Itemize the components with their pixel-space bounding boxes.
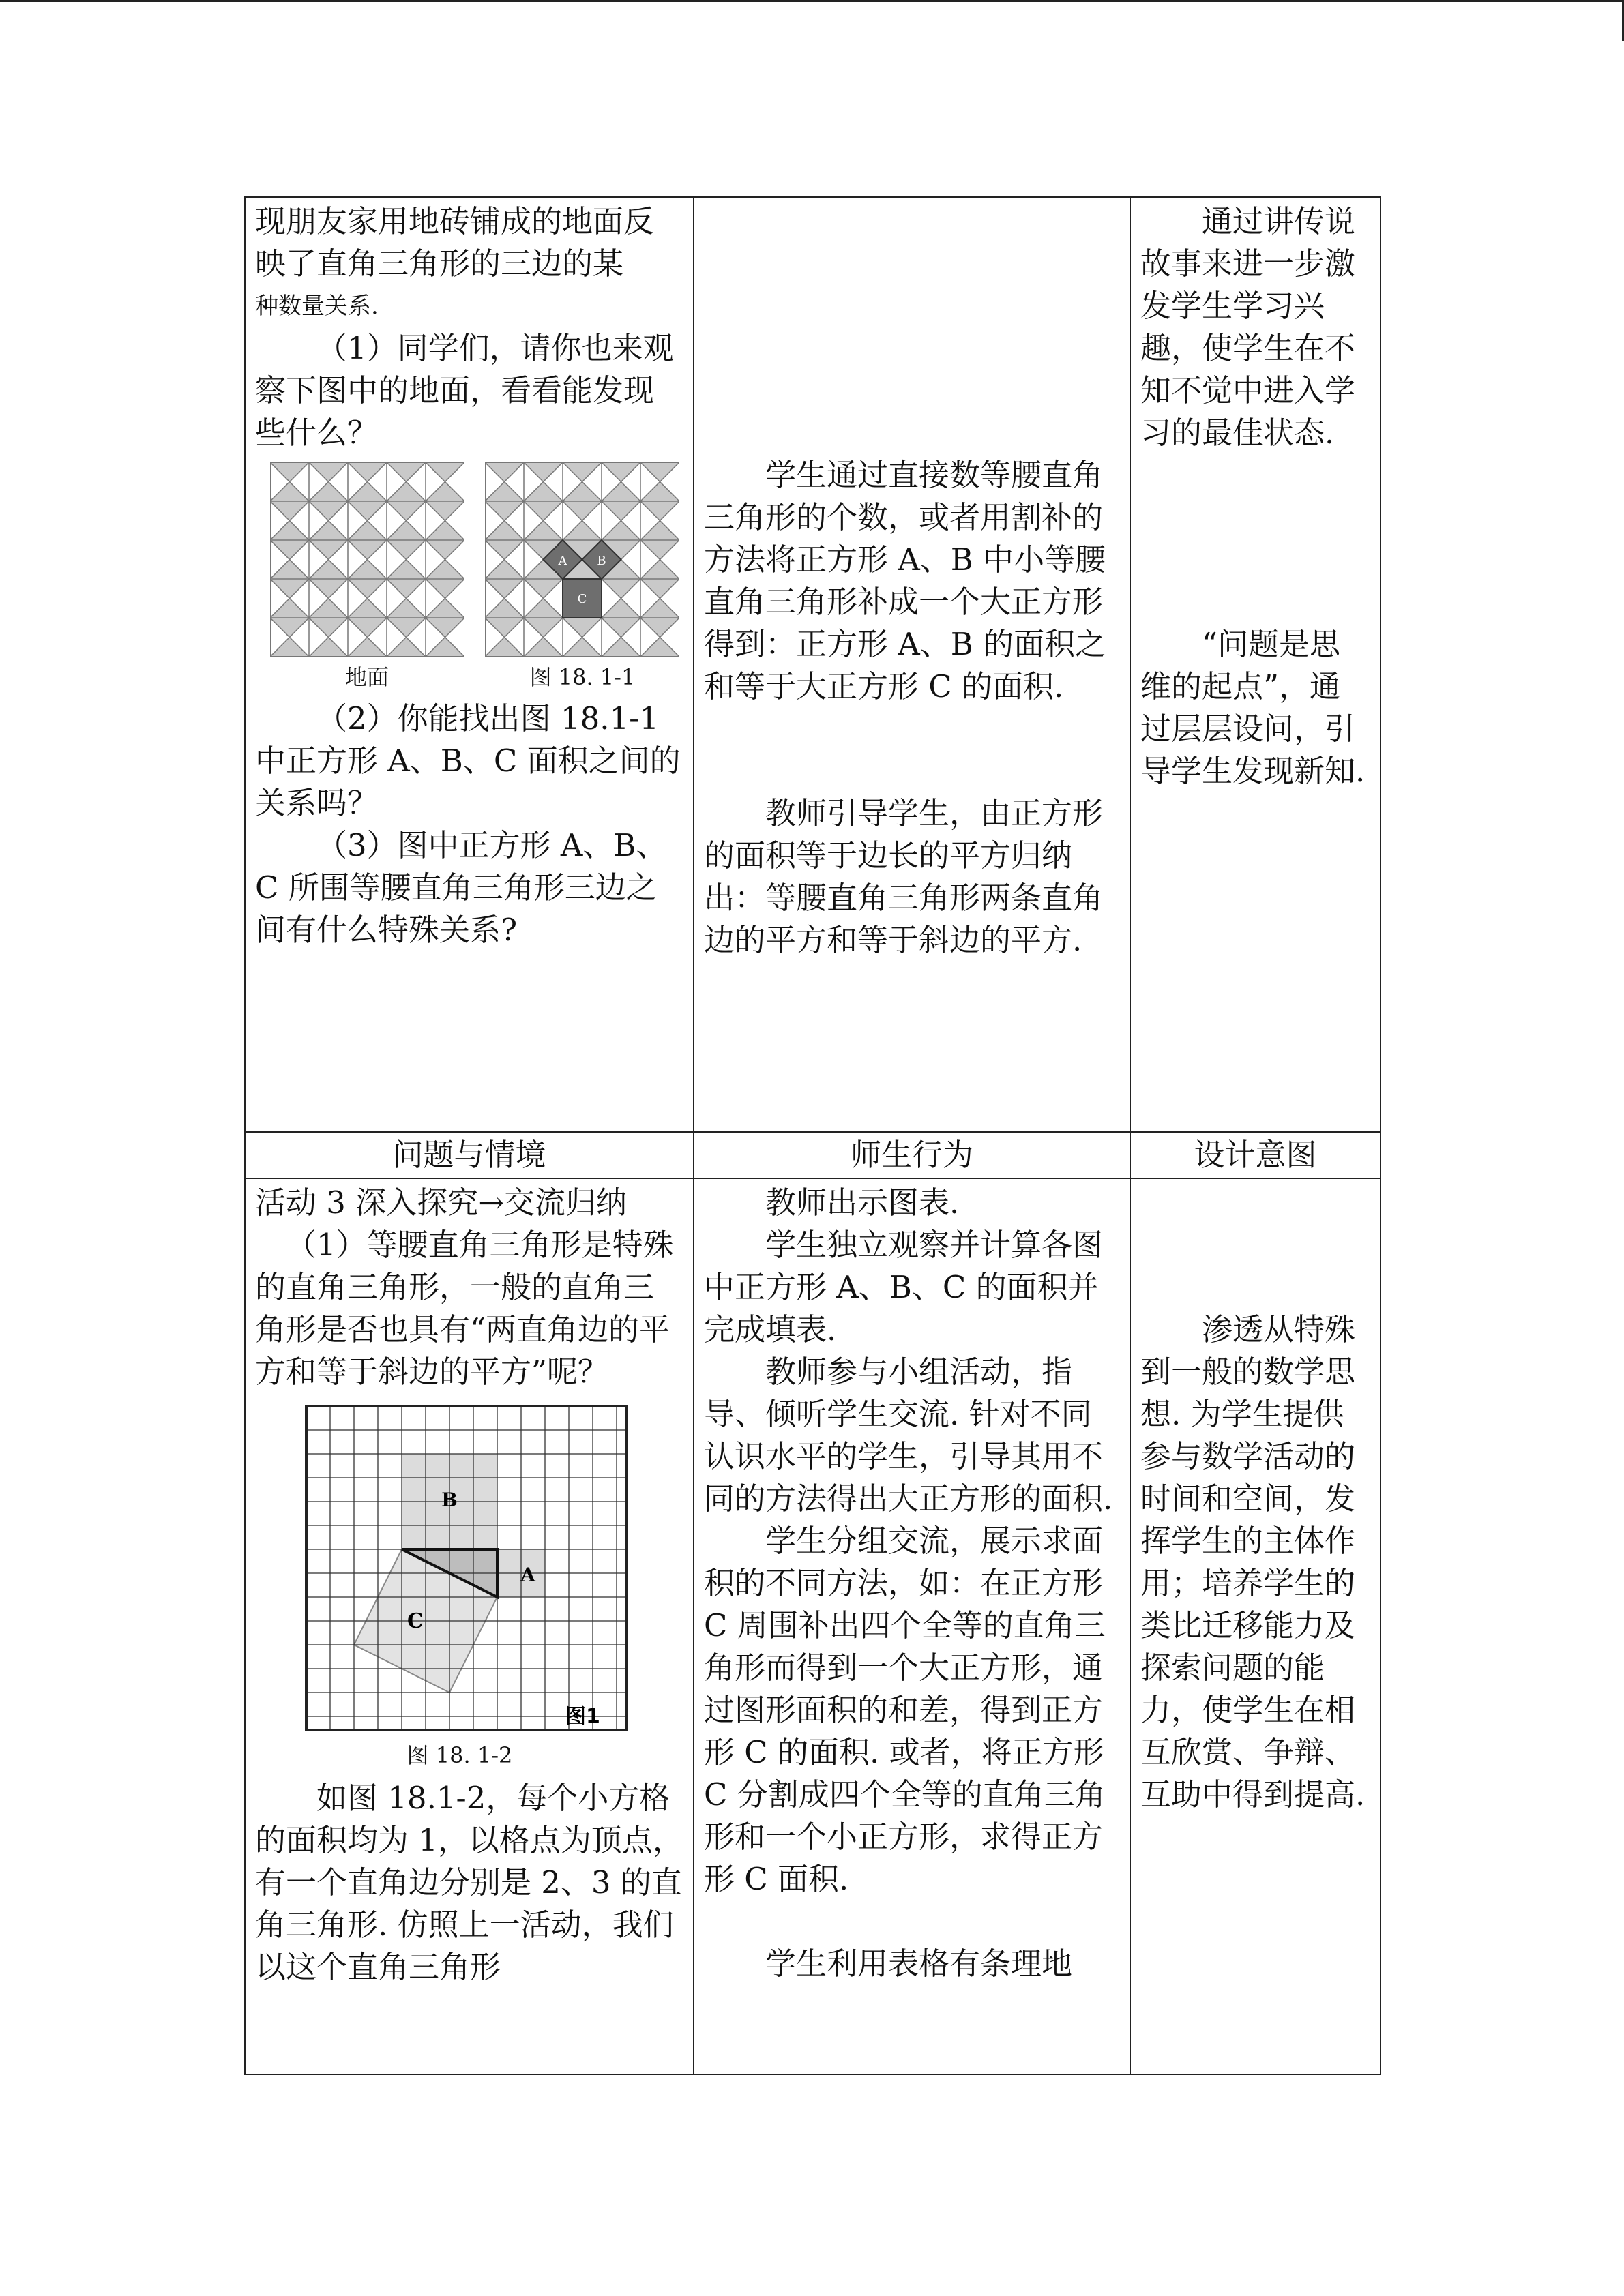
activity-teacher-text-2: 学生独立观察并计算各图中正方形 A、B、C 的面积并完成填表. bbox=[704, 1227, 1104, 1347]
intent-text-1: 通过讲传说故事来进一步激发学生学习兴趣，使学生在不知不觉中进入学习的最佳状态. bbox=[1140, 203, 1356, 451]
table-header-row bbox=[245, 1132, 1381, 1178]
header-teacher-student: 师生行为 bbox=[694, 1132, 1130, 1178]
grid-square-a-label: A bbox=[520, 1564, 535, 1586]
figure-18-1-1 bbox=[485, 462, 679, 657]
teacher-text-1: 学生通过直接数等腰直角三角形的个数，或者用割补的方法将正方形 A、B 中小等腰直角三角形补成一个大正方形得到：正方形 A、B 的面积之和等于大正方形 C 的面积. bbox=[704, 457, 1106, 704]
figure-18-1-1-pair bbox=[255, 454, 685, 657]
grid-figure-tag: 图1 bbox=[565, 1705, 600, 1729]
activity-teacher-text-4: 学生分组交流，展示求面积的不同方法，如：在正方形 C 周围补出四个全等的直角三角形而得到一个大正方形，通过图形面积的和差，得到正方形 C 的面积. 或者，将正方形 C 分割成四个全等的直角三角形和一个小正方形，求得正方形 C 面积. bbox=[704, 1523, 1106, 1897]
square-b-label: B bbox=[597, 554, 606, 568]
figure-18-1-2-grid bbox=[303, 1403, 630, 1733]
square-c-label: C bbox=[577, 592, 587, 606]
intro-text: 现朋友家用地砖铺成的地面反映了直角三角形的三边的某 bbox=[255, 203, 655, 282]
question-3: （3）图中正方形 A、B、C 所围等腰直角三角形三边之间有什么特殊关系? bbox=[255, 827, 667, 948]
table-row-continued bbox=[245, 197, 1381, 1132]
grid-square-b-label: B bbox=[441, 1489, 458, 1511]
grid-square-c-label: C bbox=[407, 1609, 424, 1633]
activity-question-1: （1）等腰直角三角形是特殊的直角三角形，一般的直角三角形是否也具有“两直角边的平方和等于斜边的平方”呢？ bbox=[255, 1227, 674, 1390]
intent-text-2: “问题是思维的起点”，通过层层设问，引导学生发现新知. bbox=[1140, 626, 1365, 789]
cell-problem-situation bbox=[245, 197, 694, 1132]
question-1: （1）同学们，请你也来观察下图中的地面，看看能发现些什么？ bbox=[255, 330, 674, 451]
cell-teacher-student bbox=[694, 197, 1130, 1132]
cell-activity-3-teacher-student bbox=[694, 1178, 1130, 2074]
figure-captions bbox=[255, 657, 679, 698]
activity-teacher-text-5: 学生利用表格有条理地 bbox=[765, 1945, 1073, 1982]
header-problem-situation: 问题与情境 bbox=[245, 1132, 694, 1178]
cell-design-intent bbox=[1130, 197, 1381, 1132]
caption-fig-18-1-2: 图 18. 1-2 bbox=[407, 1742, 513, 1768]
table-row-activity-3 bbox=[245, 1178, 1381, 2074]
activity-teacher-text-1: 教师出示图表. bbox=[765, 1184, 960, 1221]
lesson-plan-table bbox=[244, 196, 1381, 2075]
activity-teacher-text-3: 教师参与小组活动，指导、倾听学生交流. 针对不同认识水平的学生，引导其用不同的方法得出大正方形的面积. bbox=[704, 1354, 1113, 1517]
square-a-label: A bbox=[558, 554, 567, 568]
activity-intent-text: 渗透从特殊到一般的数学思想. 为学生提供参与数学活动的时间和空间，发挥学生的主体作用；培养学生的类比迁移能力及探索问题的能力，使学生在相互欣赏、争辩、互助中得到提高. bbox=[1140, 1311, 1365, 1813]
floor-tile-figure bbox=[270, 462, 464, 657]
activity-title: 活动 3 深入探究→交流归纳 bbox=[255, 1184, 627, 1221]
activity-text-after-figure: 如图 18.1-2，每个小方格的面积均为 1，以格点为顶点，有一个直角边分别是 2、3 的直角三角形. 仿照上一活动，我们以这个直角三角形 bbox=[255, 1780, 683, 1985]
caption-fig-18-1-1: 图 18. 1-1 bbox=[529, 664, 636, 690]
teacher-text-2: 教师引导学生，由正方形的面积等于边长的平方归纳出：等腰直角三角形两条直角边的平方和等于斜边的平方. bbox=[704, 795, 1104, 958]
cell-activity-3 bbox=[245, 1178, 694, 2074]
header-design-intent: 设计意图 bbox=[1130, 1132, 1381, 1178]
caption-floor: 地面 bbox=[345, 664, 389, 690]
question-2: （2）你能找出图 18.1-1 中正方形 A、B、C 面积之间的关系吗？ bbox=[255, 700, 681, 821]
page-top-border bbox=[0, 0, 1624, 2]
intro-text-small: 种数量关系. bbox=[255, 293, 379, 320]
cell-activity-3-design-intent bbox=[1130, 1178, 1381, 2074]
